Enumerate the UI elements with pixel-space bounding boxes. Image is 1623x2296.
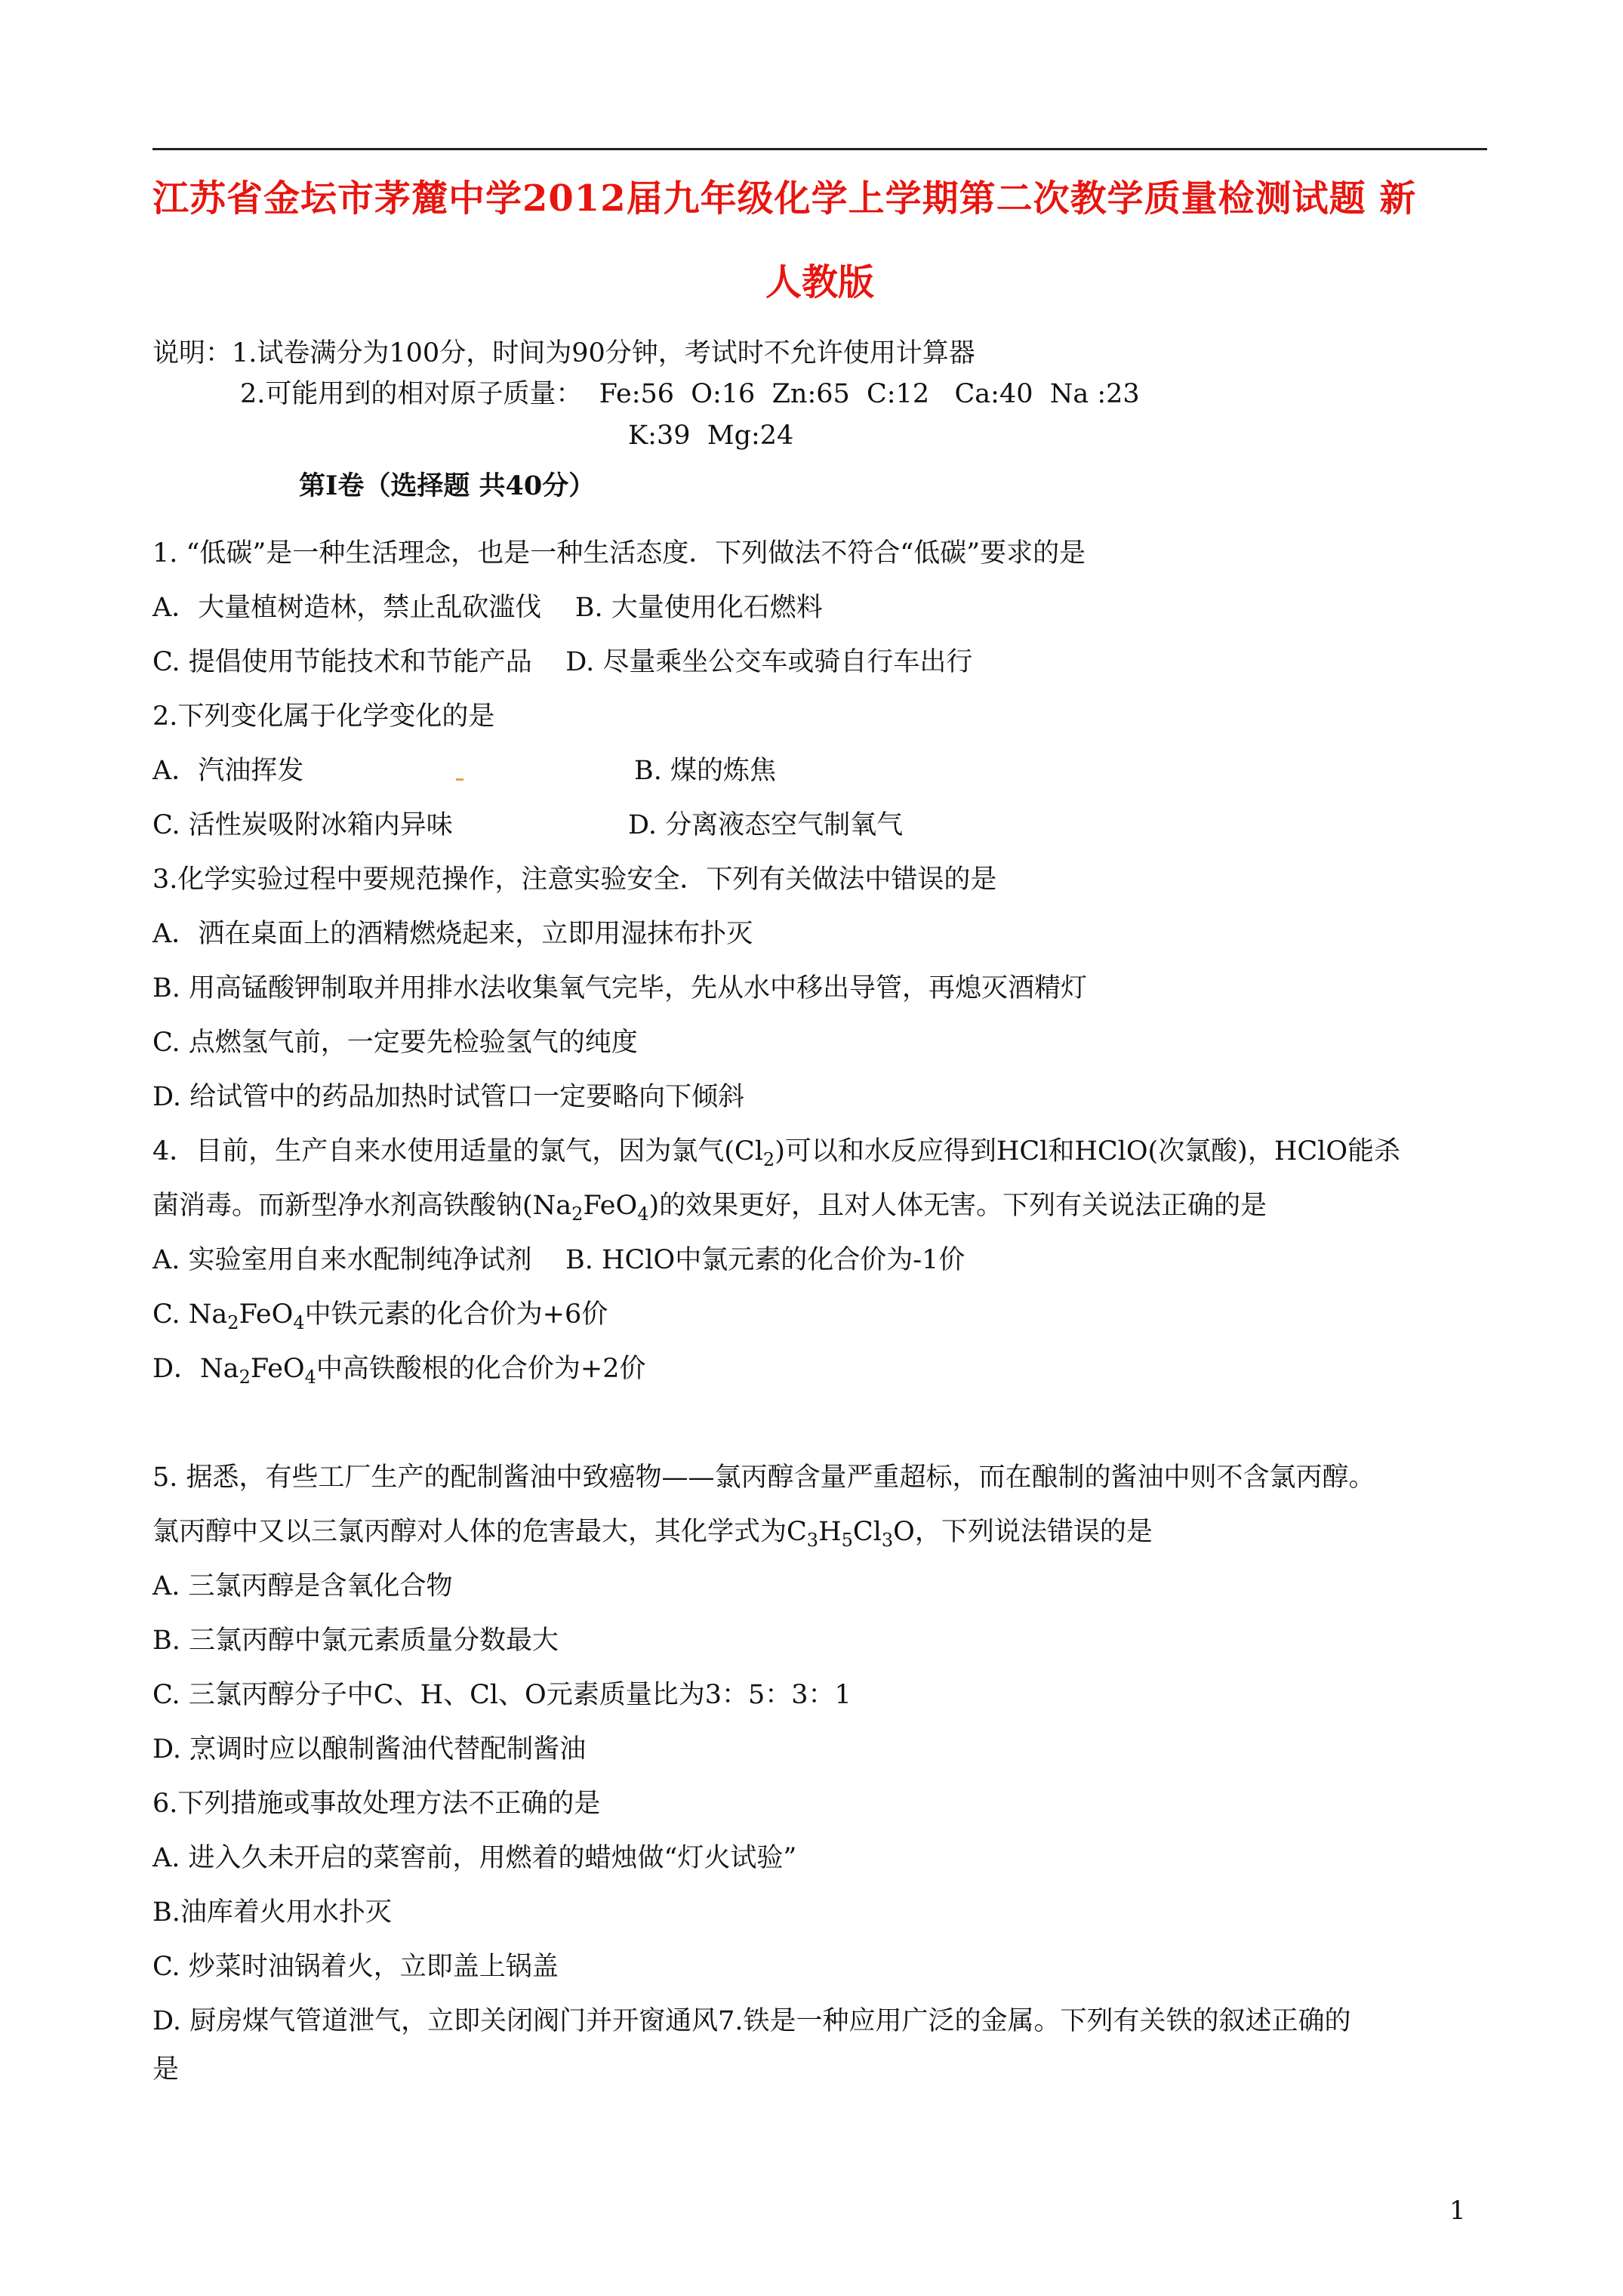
q5-option-b: B. 三氯丙醇中氯元素质量分数最大	[152, 1626, 559, 1656]
q4-option-d	[152, 1352, 646, 1394]
page-number: 1	[1449, 2196, 1466, 2226]
subscript: 2	[762, 1149, 775, 1170]
q5-stem-line2	[152, 1515, 1153, 1557]
q6-stem: 6.下列措施或事故处理方法不正确的是	[152, 1789, 601, 1819]
q6-option-c: C. 炒菜时油锅着火，立即盖上锅盖	[152, 1952, 559, 1982]
q2-option-a: A．汽油挥发	[152, 756, 304, 786]
q4-options-ab: A. 实验室用自来水配制纯净试剂 B. HClO中氯元素的化合价为-1价	[152, 1245, 965, 1275]
document-title-line1: 江苏省金坛市茅麓中学2012届九年级化学上学期第二次教学质量检测试题 新	[152, 177, 1417, 220]
subscript: 4	[293, 1312, 305, 1333]
q7-stem-continuation: 是	[152, 2054, 180, 2085]
q6-option-b: B.油库着火用水扑灭	[152, 1897, 392, 1928]
q6-option-a: A. 进入久未开启的菜窖前，用燃着的蜡烛做“灯火试验”	[152, 1843, 797, 1873]
q3-stem: 3.化学实验过程中要规范操作，注意实验安全．下列有关做法中错误的是	[152, 864, 997, 895]
q5-stem-text: 氯丙醇中又以三氯丙醇对人体的危害最大，其化学式为C	[152, 1517, 807, 1547]
q4-option-text: FeO	[250, 1354, 305, 1384]
q4-stem-text: )可以和水反应得到HCl和HClO(次氯酸)，HClO能杀	[775, 1136, 1401, 1166]
q1-options-ab: A．大量植树造林，禁止乱砍滥伐 B. 大量使用化石燃料	[152, 593, 823, 623]
notes-line1: 说明：1.试卷满分为100分，时间为90分钟，考试时不允许使用计算器	[152, 338, 975, 368]
q5-stem-text: H	[818, 1517, 842, 1547]
notes-line3: K:39 Mg:24	[628, 421, 794, 451]
q5-option-d: D. 烹调时应以酿制酱油代替配制酱油	[152, 1734, 587, 1764]
q4-stem-line2	[152, 1189, 1267, 1231]
q1-options-cd: C. 提倡使用节能技术和节能产品 D. 尽量乘坐公交车或骑自行车出行	[152, 647, 973, 677]
q5-stem-text: O，下列说法错误的是	[893, 1517, 1153, 1547]
header-rule	[152, 148, 1487, 150]
q3-option-a: A．洒在桌面上的酒精燃烧起来，立即用湿抹布扑灭	[152, 919, 753, 949]
q4-option-text: C. Na	[152, 1299, 228, 1330]
document-title-line2: 人教版	[765, 261, 874, 304]
q4-stem-text: 4．目前，生产自来水使用适量的氯气，因为氯气(Cl	[152, 1136, 763, 1166]
q5-stem-line1: 5. 据悉，有些工厂生产的配制酱油中致癌物——氯丙醇含量严重超标，而在酿制的酱油中则不含氯丙醇。	[152, 1462, 1375, 1493]
subscript: 5	[841, 1530, 853, 1551]
subscript: 4	[637, 1203, 649, 1225]
q4-option-text: D．Na	[152, 1354, 239, 1384]
q4-stem-text: FeO	[583, 1191, 638, 1221]
q4-stem-line1	[152, 1135, 1400, 1176]
notes-line2: 2.可能用到的相对原子质量： Fe:56 O:16 Zn:65 C:12 Ca:40 Na :23	[240, 379, 1140, 409]
subscript: 3	[881, 1530, 894, 1551]
q3-option-b: B. 用高锰酸钾制取并用排水法收集氧气完毕，先从水中移出导管，再熄灭酒精灯	[152, 973, 1087, 1003]
q5-option-c: C. 三氯丙醇分子中C、H、Cl、O元素质量比为3：5：3：1	[152, 1680, 852, 1710]
section-heading: 第Ⅰ卷（选择题 共40分）	[299, 470, 596, 501]
stray-mark	[456, 778, 463, 781]
subscript: 3	[806, 1530, 819, 1551]
q4-option-text: FeO	[239, 1299, 294, 1330]
q2-option-c: C. 活性炭吸附冰箱内异味	[152, 810, 453, 840]
q2-option-d: D. 分离液态空气制氧气	[628, 810, 904, 840]
q6-option-d-q7-stem: D. 厨房煤气管道泄气，立即关闭阀门并开窗通风7.铁是一种应用广泛的金属。下列有关铁的叙述正确的	[152, 2006, 1351, 2036]
q4-option-text: 中高铁酸根的化合价为+2价	[316, 1354, 646, 1384]
q5-option-a: A. 三氯丙醇是含氧化合物	[152, 1571, 453, 1601]
subscript: 2	[227, 1312, 239, 1333]
q4-option-text: 中铁元素的化合价为+6价	[304, 1299, 608, 1330]
q5-stem-text: Cl	[852, 1517, 882, 1547]
q2-stem: 2.下列变化属于化学变化的是	[152, 701, 495, 732]
subscript: 2	[239, 1367, 251, 1388]
q4-stem-text: 菌消毒。而新型净水剂高铁酸钠(Na	[152, 1191, 572, 1221]
q1-stem: 1. “低碳”是一种生活理念，也是一种生活态度．下列做法不符合“低碳”要求的是	[152, 538, 1086, 569]
q4-stem-text: )的效果更好，且对人体无害。下列有关说法正确的是	[648, 1191, 1267, 1221]
q4-option-c	[152, 1298, 608, 1339]
subscript: 4	[304, 1367, 316, 1388]
subscript: 2	[571, 1203, 584, 1225]
q3-option-c: C. 点燃氢气前，一定要先检验氢气的纯度	[152, 1028, 638, 1058]
q2-option-b: B. 煤的炼焦	[634, 756, 776, 786]
q3-option-d: D. 给试管中的药品加热时试管口一定要略向下倾斜	[152, 1082, 745, 1112]
